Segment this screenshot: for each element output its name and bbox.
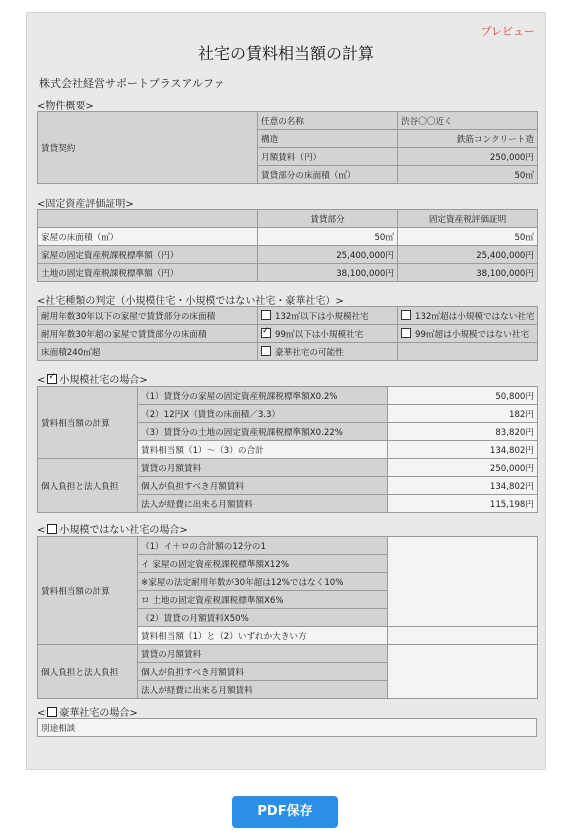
row-value: 38,100,000円 <box>398 264 538 282</box>
checkbox[interactable] <box>261 346 271 356</box>
section-heading-small: <✓ 小規模社宅の場合> <box>37 371 148 386</box>
table-row: （3）賃貸分の土地の固定資産税課税標準額X0.22% 83,820円 <box>38 423 538 441</box>
checkbox-option[interactable]: 132㎡超は小規模ではない社宅 <box>398 307 538 325</box>
row-label: 月額賃料（円） <box>258 148 398 166</box>
table-row: ※家屋の法定耐用年数が30年超は12%ではなく10% <box>38 573 538 591</box>
check-icon <box>47 374 57 384</box>
row-label: 任意の名称 <box>258 112 398 130</box>
table-row <box>38 228 538 246</box>
table-row <box>38 264 538 282</box>
table-row <box>38 325 538 343</box>
preview-label: プレビュー <box>480 25 535 38</box>
luxury-note: 別途相談 <box>38 719 537 737</box>
table-row: （2）12円X（賃貸の床面積／3.3） 182円 <box>38 405 538 423</box>
row-label: 耐用年数30年超の家屋で賃貸部分の床面積 <box>38 325 258 343</box>
table-row: ロ 土地の固定資産税課税標準額X6% <box>38 591 538 609</box>
checkbox[interactable] <box>401 328 411 338</box>
table-row <box>38 112 538 130</box>
section-heading-luxury: < 豪華社宅の場合> <box>37 708 138 719</box>
table-row <box>38 719 537 737</box>
row-value: 鉄筋コンクリート造 <box>398 130 538 148</box>
group-label: 賃料相当額の計算 <box>38 387 138 459</box>
table-row: 個人負担と法人負担 賃貸の月額賃料 <box>38 645 538 663</box>
table-row: 賃料相当額の計算 （1）賃貸分の家屋の固定資産税課税標準額X0.2% 50,800円 <box>38 387 538 405</box>
table-row: 賃料相当額の計算 （1）イ＋ロの合計額の12分の1 <box>38 537 538 555</box>
checkbox-option[interactable]: ✓ 99㎡以下は小規模社宅 <box>258 325 398 343</box>
group-label: 賃貸契約 <box>38 112 258 184</box>
table-row: 賃料相当額（1）と（2）いずれか大きい方 <box>38 627 538 645</box>
row-label: 床面積240㎡超 <box>38 343 258 361</box>
row-value: 250,000円 <box>398 148 538 166</box>
row-label: 家屋の床面積（㎡） <box>38 228 258 246</box>
row-value: 25,400,000円 <box>258 246 398 264</box>
table-row: イ 家屋の固定資産税課税標準額X12% <box>38 555 538 573</box>
section-heading-judgement: <社宅種類の判定（小規模住宅・小規模ではない社宅・豪華社宅）> <box>37 296 344 307</box>
row-value: 50㎡ <box>398 228 538 246</box>
section-heading-non-small: < 小規模ではない社宅の場合> <box>37 525 188 536</box>
col-header: 賃貸部分 <box>258 210 398 228</box>
group-label: 個人負担と法人負担 <box>38 645 138 699</box>
row-label: 家屋の固定資産税課税標準額（円） <box>38 246 258 264</box>
table-row: 個人負担と法人負担 賃貸の月額賃料 250,000円 <box>38 459 538 477</box>
page-title: 社宅の賃料相当額の計算 <box>197 44 374 63</box>
table-row <box>38 343 538 361</box>
table-row <box>38 307 538 325</box>
row-label: 耐用年数30年以下の家屋で賃貸部分の床面積 <box>38 307 258 325</box>
checkbox-icon <box>47 524 57 534</box>
row-value: 50㎡ <box>258 228 398 246</box>
assessment-table <box>37 209 538 282</box>
preview-sheet <box>26 12 546 770</box>
checkbox-option[interactable]: 豪華社宅の可能性 <box>258 343 398 361</box>
pdf-save-button[interactable]: PDF保存 <box>232 796 338 828</box>
row-label: 土地の固定資産税課税標準額（円） <box>38 264 258 282</box>
group-label: 賃料相当額の計算 <box>38 537 138 645</box>
group-label: 個人負担と法人負担 <box>38 459 138 513</box>
non-small-company-table <box>37 536 538 699</box>
judgement-table <box>37 306 538 361</box>
checkbox-option[interactable]: 132㎡以下は小規模社宅 <box>258 307 398 325</box>
section-heading-property: <物件概要> <box>37 101 94 112</box>
row-label: 賃貸部分の床面積（㎡） <box>258 166 398 184</box>
row-value: 25,400,000円 <box>398 246 538 264</box>
property-table <box>37 111 538 184</box>
table-row: 個人が負担すべき月額賃料 134,802円 <box>38 477 538 495</box>
checkbox-checked[interactable] <box>261 328 271 338</box>
company-name: 株式会社経営サポートプラスアルファ <box>39 77 225 90</box>
checkbox[interactable] <box>401 310 411 320</box>
checkbox-icon <box>47 707 57 717</box>
checkbox-option[interactable]: 99㎡超は小規模ではない社宅 <box>398 325 538 343</box>
checkbox[interactable] <box>261 310 271 320</box>
table-row: 個人が負担すべき月額賃料 <box>38 663 538 681</box>
table-row: （2）賃貸の月額賃料X50% <box>38 609 538 627</box>
row-value: 38,100,000円 <box>258 264 398 282</box>
section-heading-assessment: <固定資産評価証明> <box>37 199 134 210</box>
table-row <box>38 210 538 228</box>
small-company-table <box>37 386 538 513</box>
table-row: 法人が経費に出来る月額賃料 115,198円 <box>38 495 538 513</box>
table-row <box>38 246 538 264</box>
luxury-table <box>37 718 537 737</box>
col-header: 固定資産税評価証明 <box>398 210 538 228</box>
table-row: 賃料相当額（1）～（3）の合計 134,802円 <box>38 441 538 459</box>
table-row: 法人が経費に出来る月額賃料 <box>38 681 538 699</box>
row-value: 50㎡ <box>398 166 538 184</box>
row-value: 渋谷〇〇近く <box>398 112 538 130</box>
row-label: 構造 <box>258 130 398 148</box>
